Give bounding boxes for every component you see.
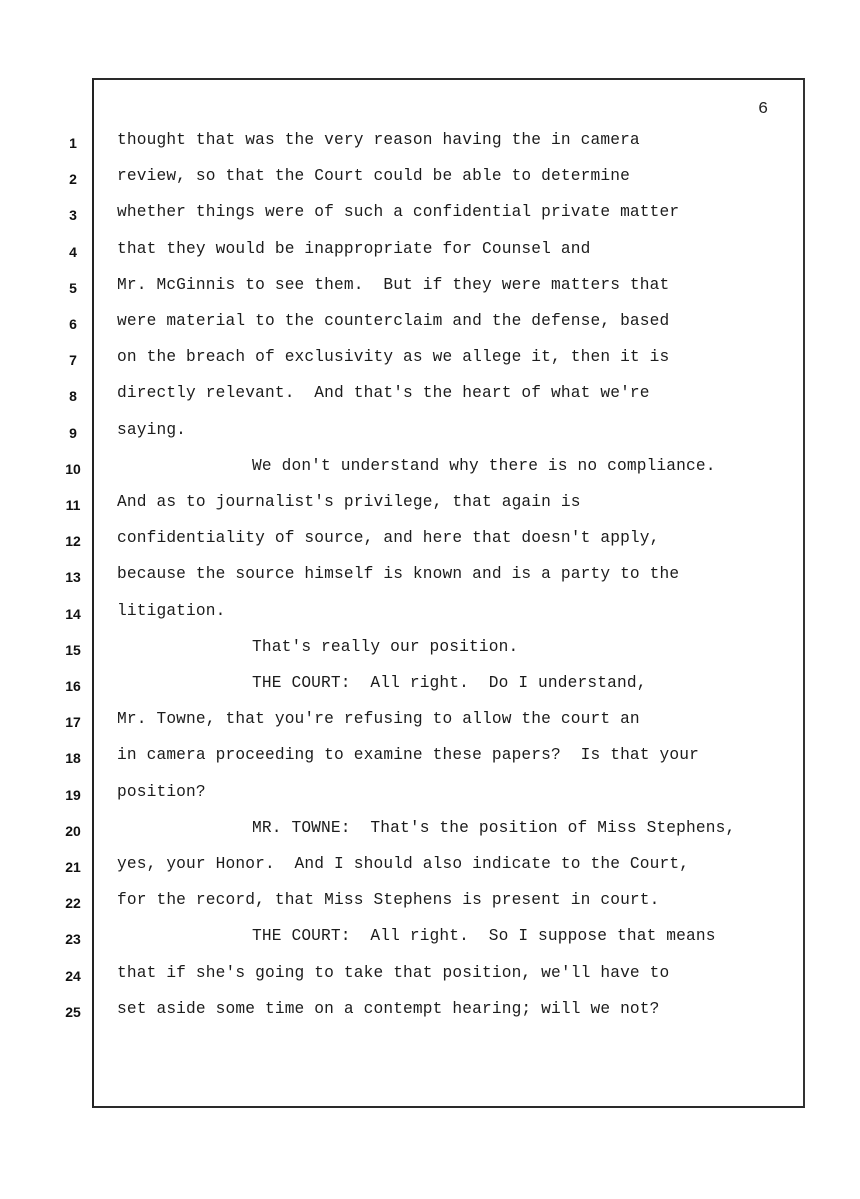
transcript-line: Mr. McGinnis to see them. But if they were matters that bbox=[117, 275, 670, 294]
transcript-line: whether things were of such a confidential private matter bbox=[117, 203, 680, 222]
line-number: 19 bbox=[65, 786, 81, 803]
transcript-line: yes, your Honor. And I should also indicate to the Court, bbox=[117, 855, 690, 873]
transcript-line: for the record, that Miss Stephens is present in court. bbox=[117, 891, 660, 910]
transcript-line: THE COURT: All right. Do I understand, bbox=[252, 674, 647, 692]
line-number: 2 bbox=[69, 171, 77, 188]
transcript-line: because the source himself is known and is a party to the bbox=[117, 565, 680, 584]
line-number: 24 bbox=[65, 967, 81, 984]
line-number: 16 bbox=[65, 678, 81, 694]
transcript-line: position? bbox=[117, 782, 206, 801]
line-number: 6 bbox=[69, 316, 77, 332]
line-number: 8 bbox=[69, 388, 77, 405]
page-number: 6 bbox=[758, 100, 769, 119]
transcript-line: review, so that the Court could be able to determine bbox=[117, 167, 630, 186]
line-number: 9 bbox=[69, 424, 77, 441]
line-number: 20 bbox=[65, 822, 81, 839]
transcript-line: that if she's going to take that position, we'll have to bbox=[117, 963, 670, 982]
line-number: 22 bbox=[65, 895, 81, 912]
transcript-line: litigation. bbox=[117, 601, 226, 620]
line-number: 11 bbox=[65, 497, 81, 513]
line-number: 21 bbox=[65, 859, 81, 875]
line-number: 4 bbox=[69, 243, 77, 260]
transcript-line: thought that was the very reason having the in camera bbox=[117, 131, 640, 149]
transcript-line: Mr. Towne, that you're refusing to allow the court an bbox=[117, 710, 640, 729]
line-number: 10 bbox=[65, 460, 81, 477]
transcript-line: saying. bbox=[117, 420, 187, 439]
line-number: 15 bbox=[65, 641, 81, 658]
line-number: 25 bbox=[65, 1003, 81, 1020]
line-number: 3 bbox=[69, 207, 77, 224]
line-number: 12 bbox=[65, 533, 81, 550]
line-number: 23 bbox=[65, 931, 81, 948]
transcript-line: THE COURT: All right. So I suppose that means bbox=[252, 927, 716, 946]
transcript-line: that they would be inappropriate for Counsel and bbox=[117, 239, 591, 258]
line-number: 13 bbox=[65, 569, 81, 586]
line-number: 1 bbox=[69, 135, 77, 151]
line-number: 5 bbox=[69, 279, 77, 296]
transcript-line: That's really our position. bbox=[252, 637, 519, 656]
line-number: 18 bbox=[65, 750, 81, 767]
transcript-line: MR. TOWNE: That's the position of Miss Stephens, bbox=[252, 818, 736, 837]
transcript-line: set aside some time on a contempt hearing; will we not? bbox=[117, 999, 660, 1018]
line-number: 14 bbox=[65, 605, 81, 622]
transcript-line: directly relevant. And that's the heart of what we're bbox=[117, 384, 650, 403]
transcript-line: We don't understand why there is no compliance. bbox=[252, 456, 716, 475]
transcript-line: in camera proceeding to examine these papers? Is that your bbox=[117, 746, 699, 765]
line-number: 17 bbox=[65, 714, 81, 731]
transcript-line: on the breach of exclusivity as we allege it, then it is bbox=[117, 348, 670, 367]
transcript-line: were material to the counterclaim and the defense, based bbox=[117, 312, 670, 330]
line-number: 7 bbox=[69, 352, 77, 369]
transcript-line: And as to journalist's privilege, that again is bbox=[117, 493, 581, 511]
transcript-line: confidentiality of source, and here that doesn't apply, bbox=[117, 529, 660, 548]
page-border bbox=[92, 78, 805, 1108]
